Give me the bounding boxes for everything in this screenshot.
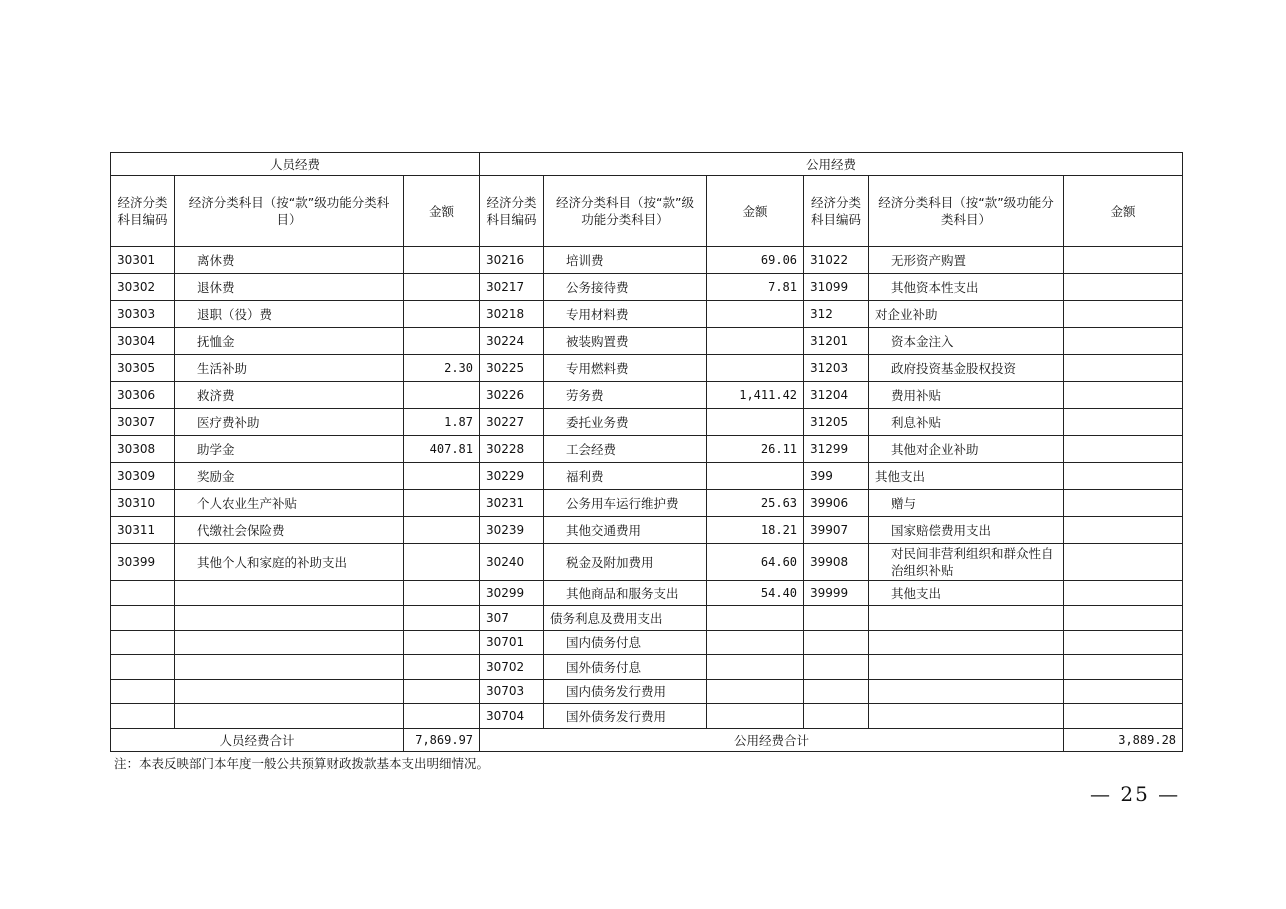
cell-code: 30225 <box>480 355 544 382</box>
cell-amount <box>404 517 480 544</box>
personnel-total-label: 人员经费合计 <box>111 729 404 752</box>
cell-name: 无形资产购置 <box>869 247 1064 274</box>
cell-code: 31099 <box>804 274 869 301</box>
cell-amount <box>1064 655 1183 680</box>
cell-amount <box>1064 581 1183 606</box>
table-row <box>111 631 1183 655</box>
cell-code: 30704 <box>480 704 544 729</box>
cell-name: 资本金注入 <box>869 328 1064 355</box>
cell-code: 30226 <box>480 382 544 409</box>
col-header-name: 经济分类科目（按“款”级功能分类科目） <box>869 176 1064 247</box>
cell-code: 30701 <box>480 631 544 655</box>
public-total-value: 3,889.28 <box>1064 729 1183 752</box>
cell-name: 退休费 <box>175 274 404 301</box>
cell-code: 30299 <box>480 581 544 606</box>
cell-name <box>175 631 404 655</box>
public-total-label: 公用经费合计 <box>480 729 1064 752</box>
cell-name: 代缴社会保险费 <box>175 517 404 544</box>
cell-name: 国家赔偿费用支出 <box>869 517 1064 544</box>
cell-amount <box>404 655 480 680</box>
cell-name: 其他支出 <box>869 463 1064 490</box>
cell-name: 其他支出 <box>869 581 1064 606</box>
table-row <box>111 328 1183 355</box>
cell-name: 个人农业生产补贴 <box>175 490 404 517</box>
cell-code <box>804 606 869 631</box>
cell-code <box>804 680 869 704</box>
cell-name <box>869 606 1064 631</box>
cell-code: 30399 <box>111 544 175 581</box>
cell-amount <box>404 490 480 517</box>
cell-amount: 64.60 <box>707 544 804 581</box>
table-row <box>111 490 1183 517</box>
table-row <box>111 382 1183 409</box>
cell-amount <box>404 328 480 355</box>
cell-amount <box>707 328 804 355</box>
cell-amount: 54.40 <box>707 581 804 606</box>
cell-code <box>804 631 869 655</box>
cell-amount <box>1064 247 1183 274</box>
cell-code: 30311 <box>111 517 175 544</box>
cell-name: 其他对企业补助 <box>869 436 1064 463</box>
cell-code: 30231 <box>480 490 544 517</box>
cell-amount: 7.81 <box>707 274 804 301</box>
cell-name: 工会经费 <box>544 436 707 463</box>
cell-name <box>175 704 404 729</box>
cell-code: 39999 <box>804 581 869 606</box>
cell-amount <box>404 704 480 729</box>
cell-amount <box>1064 517 1183 544</box>
cell-amount: 26.11 <box>707 436 804 463</box>
cell-amount <box>404 680 480 704</box>
cell-amount <box>1064 274 1183 301</box>
cell-code: 30302 <box>111 274 175 301</box>
col-header-amount: 金额 <box>404 176 480 247</box>
col-header-amount: 金额 <box>707 176 804 247</box>
cell-name: 其他资本性支出 <box>869 274 1064 301</box>
cell-code <box>111 606 175 631</box>
cell-code: 30309 <box>111 463 175 490</box>
table-row <box>111 274 1183 301</box>
cell-amount <box>707 680 804 704</box>
col-header-code: 经济分类科目编码 <box>480 176 544 247</box>
cell-code: 30301 <box>111 247 175 274</box>
cell-name: 其他个人和家庭的补助支出 <box>175 544 404 581</box>
cell-amount: 407.81 <box>404 436 480 463</box>
cell-amount: 2.30 <box>404 355 480 382</box>
cell-name <box>869 680 1064 704</box>
cell-amount <box>1064 490 1183 517</box>
cell-name: 国外债务发行费用 <box>544 704 707 729</box>
cell-amount <box>1064 680 1183 704</box>
table-row <box>111 436 1183 463</box>
cell-code <box>804 704 869 729</box>
cell-code: 31299 <box>804 436 869 463</box>
cell-code: 30217 <box>480 274 544 301</box>
cell-amount <box>404 631 480 655</box>
col-header-code: 经济分类科目编码 <box>111 176 175 247</box>
cell-code: 31022 <box>804 247 869 274</box>
cell-code: 30307 <box>111 409 175 436</box>
cell-code: 30703 <box>480 680 544 704</box>
cell-name: 救济费 <box>175 382 404 409</box>
cell-name: 政府投资基金股权投资 <box>869 355 1064 382</box>
cell-name: 福利费 <box>544 463 707 490</box>
cell-code <box>111 581 175 606</box>
table-row <box>111 355 1183 382</box>
cell-amount <box>404 247 480 274</box>
col-header-amount: 金额 <box>1064 176 1183 247</box>
cell-name <box>175 581 404 606</box>
cell-code <box>111 655 175 680</box>
cell-code: 30218 <box>480 301 544 328</box>
table-row <box>111 581 1183 606</box>
cell-amount <box>1064 409 1183 436</box>
cell-amount <box>404 581 480 606</box>
cell-amount <box>707 704 804 729</box>
personnel-total-value: 7,869.97 <box>404 729 480 752</box>
cell-amount <box>1064 704 1183 729</box>
cell-amount <box>1064 544 1183 581</box>
cell-name: 委托业务费 <box>544 409 707 436</box>
cell-amount <box>404 463 480 490</box>
table-row <box>111 463 1183 490</box>
totals-row <box>111 729 1183 752</box>
cell-amount <box>404 606 480 631</box>
cell-name: 医疗费补助 <box>175 409 404 436</box>
cell-name: 培训费 <box>544 247 707 274</box>
cell-name: 其他交通费用 <box>544 517 707 544</box>
cell-name: 奖励金 <box>175 463 404 490</box>
cell-amount <box>707 631 804 655</box>
cell-code: 30702 <box>480 655 544 680</box>
table-row <box>111 680 1183 704</box>
cell-code <box>804 655 869 680</box>
cell-name: 离休费 <box>175 247 404 274</box>
cell-name: 对民间非营利组织和群众性自治组织补贴 <box>869 544 1064 581</box>
cell-code: 39908 <box>804 544 869 581</box>
cell-amount <box>404 544 480 581</box>
cell-code: 30303 <box>111 301 175 328</box>
cell-name <box>869 631 1064 655</box>
cell-amount: 1,411.42 <box>707 382 804 409</box>
cell-name: 生活补助 <box>175 355 404 382</box>
cell-name: 公务接待费 <box>544 274 707 301</box>
table-row <box>111 606 1183 631</box>
cell-amount <box>707 409 804 436</box>
cell-code: 30216 <box>480 247 544 274</box>
cell-name <box>869 704 1064 729</box>
cell-amount <box>1064 382 1183 409</box>
cell-name <box>869 655 1064 680</box>
budget-expenditure-table <box>110 152 1183 752</box>
cell-code: 312 <box>804 301 869 328</box>
cell-code: 30228 <box>480 436 544 463</box>
cell-name: 赠与 <box>869 490 1064 517</box>
table-note: 注：本表反映部门本年度一般公共预算财政拨款基本支出明细情况。 <box>114 756 490 771</box>
cell-amount: 1.87 <box>404 409 480 436</box>
cell-amount <box>1064 328 1183 355</box>
cell-code: 30305 <box>111 355 175 382</box>
cell-name: 公务用车运行维护费 <box>544 490 707 517</box>
table-row <box>111 704 1183 729</box>
cell-code: 30239 <box>480 517 544 544</box>
cell-name: 费用补贴 <box>869 382 1064 409</box>
table-row <box>111 655 1183 680</box>
cell-code: 31204 <box>804 382 869 409</box>
col-header-code: 经济分类科目编码 <box>804 176 869 247</box>
cell-amount <box>1064 631 1183 655</box>
cell-code: 31203 <box>804 355 869 382</box>
cell-code: 307 <box>480 606 544 631</box>
cell-amount <box>1064 355 1183 382</box>
cell-code: 399 <box>804 463 869 490</box>
cell-name: 对企业补助 <box>869 301 1064 328</box>
cell-amount <box>404 382 480 409</box>
cell-amount <box>1064 436 1183 463</box>
table-row <box>111 247 1183 274</box>
cell-amount <box>404 301 480 328</box>
cell-code: 30224 <box>480 328 544 355</box>
cell-name: 国内债务付息 <box>544 631 707 655</box>
cell-name: 助学金 <box>175 436 404 463</box>
cell-amount: 25.63 <box>707 490 804 517</box>
table-row <box>111 301 1183 328</box>
cell-code: 39907 <box>804 517 869 544</box>
col-header-name: 经济分类科目（按“款”级功能分类科目） <box>544 176 707 247</box>
cell-code: 31201 <box>804 328 869 355</box>
cell-name <box>175 606 404 631</box>
cell-amount <box>707 301 804 328</box>
page-number: — 25 — <box>1090 782 1181 806</box>
cell-amount <box>404 274 480 301</box>
cell-amount <box>1064 301 1183 328</box>
cell-name: 国内债务发行费用 <box>544 680 707 704</box>
cell-name: 税金及附加费用 <box>544 544 707 581</box>
cell-amount <box>1064 606 1183 631</box>
cell-code: 30308 <box>111 436 175 463</box>
table-row <box>111 517 1183 544</box>
cell-amount <box>707 463 804 490</box>
cell-code: 30240 <box>480 544 544 581</box>
cell-name: 劳务费 <box>544 382 707 409</box>
cell-name <box>175 680 404 704</box>
cell-name: 专用燃料费 <box>544 355 707 382</box>
cell-code: 30306 <box>111 382 175 409</box>
cell-amount <box>1064 463 1183 490</box>
cell-amount <box>707 606 804 631</box>
cell-code: 30229 <box>480 463 544 490</box>
cell-amount: 69.06 <box>707 247 804 274</box>
cell-code <box>111 680 175 704</box>
cell-amount: 18.21 <box>707 517 804 544</box>
group-header-public: 公用经费 <box>480 153 1183 176</box>
cell-name: 债务利息及费用支出 <box>544 606 707 631</box>
cell-code: 30310 <box>111 490 175 517</box>
cell-code <box>111 704 175 729</box>
cell-name: 专用材料费 <box>544 301 707 328</box>
group-header-personnel: 人员经费 <box>111 153 480 176</box>
cell-code: 30304 <box>111 328 175 355</box>
table-row <box>111 409 1183 436</box>
cell-code: 30227 <box>480 409 544 436</box>
cell-name: 其他商品和服务支出 <box>544 581 707 606</box>
cell-name: 退职（役）费 <box>175 301 404 328</box>
cell-name: 抚恤金 <box>175 328 404 355</box>
cell-code <box>111 631 175 655</box>
cell-name: 利息补贴 <box>869 409 1064 436</box>
col-header-name: 经济分类科目（按“款”级功能分类科目） <box>175 176 404 247</box>
table-row <box>111 544 1183 581</box>
cell-code: 31205 <box>804 409 869 436</box>
cell-name <box>175 655 404 680</box>
cell-name: 被装购置费 <box>544 328 707 355</box>
cell-code: 39906 <box>804 490 869 517</box>
cell-amount <box>707 655 804 680</box>
cell-amount <box>707 355 804 382</box>
cell-name: 国外债务付息 <box>544 655 707 680</box>
